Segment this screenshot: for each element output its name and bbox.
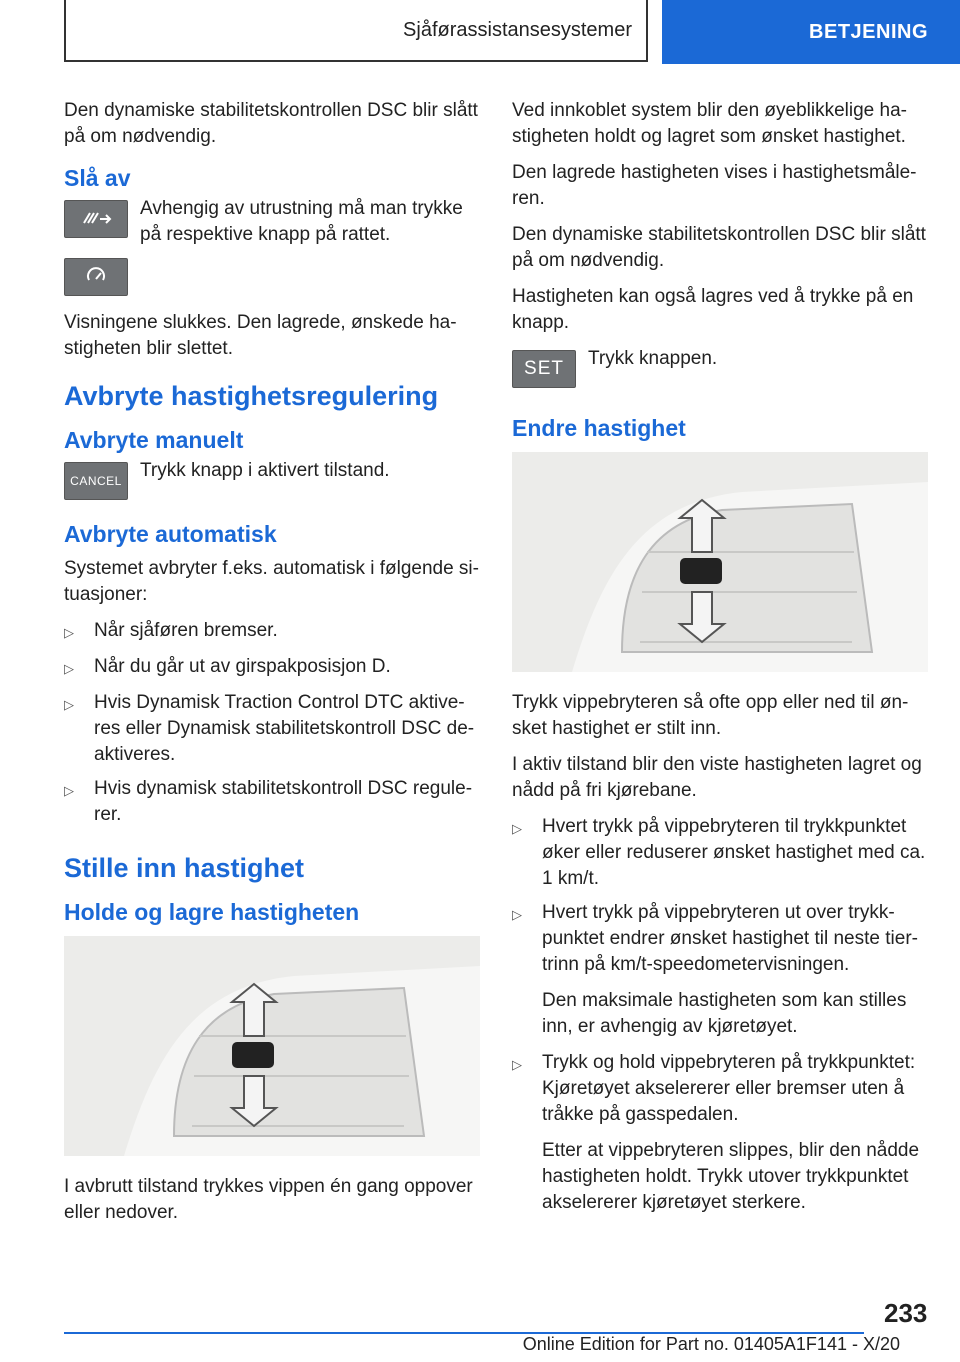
manual-cancel-text: Trykk knapp i aktivert tilstand.	[140, 460, 390, 481]
paragraph: Ved innkoblet system blir den øyeblikkelige ha-stigheten holdt og lagret som ønsket hastighet.	[512, 100, 907, 147]
triangle-bullet-icon: ▷	[512, 821, 522, 836]
heading-switch-off: Slå av	[64, 165, 131, 191]
paragraph: Den lagrede hastigheten vises i hastighetsmåle-ren.	[512, 162, 917, 209]
paragraph: Visningene slukkes. Den lagrede, ønskede ha-stigheten blir slettet.	[64, 312, 457, 359]
set-text: Trykk knappen.	[588, 348, 718, 369]
heading-cancel-cruise: Avbryte hastighetsregulering	[64, 381, 439, 411]
paragraph: Den dynamiske stabilitetskontrollen DSC blir slått på om nødvendig.	[512, 224, 926, 271]
paragraph: Trykk vippebryteren så ofte opp eller ned til øn-sket hastighet er stilt inn.	[512, 692, 909, 739]
list-item: ▷ Hvert trykk på vippebryteren ut over trykk-punktet endrer ønsket hastighet til neste tier-trinn på km/t-speedometervisningen.	[512, 900, 930, 978]
cancel-row	[64, 462, 482, 500]
steering-wheel-rocker-photo	[64, 936, 480, 1156]
set-button-icon	[512, 350, 576, 388]
list-subparagraph: Den maksimale hastigheten som kan stilles inn, er avhengig av kjøretøyet.	[542, 990, 907, 1037]
header-chapter-tab	[662, 0, 960, 64]
switch-off-row	[64, 200, 482, 248]
photo-caption: I avbrutt tilstand trykkes vippen én gang oppover eller nedover.	[64, 1176, 473, 1223]
cancel-label: CANCEL	[70, 474, 122, 488]
list-subparagraph: Etter at vippebryteren slippes, blir den nådde hastigheten holdt. Trykk utover trykkpunktet akselererer kjøretøyet sterkere.	[542, 1140, 920, 1213]
paragraph: I aktiv tilstand blir den viste hastigheten lagret og nådd på fri kjørebane.	[512, 754, 922, 801]
switch-off-text: Avhengig av utrustning må man trykke på respektive knapp på rattet.	[140, 198, 463, 245]
cancel-button-icon	[64, 462, 128, 500]
footer-edition: Online Edition for Part no. 01405A1F141 - X/20	[522, 1334, 900, 1354]
cruise-control-button-icon	[64, 200, 128, 238]
heading-hold-speed: Holde og lagre hastigheten	[64, 899, 360, 925]
paragraph: Systemet avbryter f.eks. automatisk i følgende si-tuasjoner:	[64, 558, 479, 605]
switch-off-row-2	[64, 258, 482, 296]
list-item: ▷ Når du går ut av girspakposisjon D.	[64, 654, 482, 682]
header-section-title	[64, 0, 648, 62]
triangle-bullet-icon: ▷	[64, 697, 74, 712]
list-item: ▷ Når sjåføren bremser.	[64, 618, 482, 646]
section-title: Sjåførassistansesystemer	[403, 18, 632, 41]
heading-set-speed: Stille inn hastighet	[64, 853, 305, 883]
steering-wheel-rocker-photo-2	[512, 452, 928, 672]
list-item: ▷ Hvis Dynamisk Traction Control DTC aktive-res eller Dynamisk stabilitetskontroll DSC de-aktiveres.	[64, 690, 482, 768]
speed-limiter-button-icon	[64, 258, 128, 296]
change-speed-list	[512, 814, 930, 978]
set-row	[512, 350, 930, 388]
left-column	[64, 98, 482, 1236]
triangle-bullet-icon: ▷	[64, 661, 74, 676]
change-speed-list-2	[512, 1050, 930, 1128]
right-column	[512, 98, 930, 1226]
auto-cancel-list	[64, 618, 482, 828]
paragraph: Hastigheten kan også lagres ved å trykke på en knapp.	[512, 286, 914, 333]
paragraph: Den dynamiske stabilitetskontrollen DSC blir slått på om nødvendig.	[64, 100, 478, 147]
list-item: ▷ Trykk og hold vippebryteren på trykkpunktet: Kjøretøyet akselererer eller bremser uten å tråkke på gasspedalen.	[512, 1050, 930, 1128]
list-item: ▷ Hvis dynamisk stabilitetskontroll DSC regule-rer.	[64, 776, 482, 828]
chapter-title: BETJENING	[809, 20, 928, 43]
page-number: 233	[884, 1298, 928, 1328]
triangle-bullet-icon: ▷	[512, 1057, 522, 1072]
heading-cancel-manual: Avbryte manuelt	[64, 427, 244, 453]
triangle-bullet-icon: ▷	[512, 907, 522, 922]
set-label: SET	[524, 358, 564, 379]
triangle-bullet-icon: ▷	[64, 783, 74, 798]
heading-cancel-auto: Avbryte automatisk	[64, 521, 277, 547]
list-item: ▷ Hvert trykk på vippebryteren til trykkpunktet øker eller reduserer ønsket hastighet med ca. 1 km/t.	[512, 814, 930, 892]
heading-change-speed: Endre hastighet	[512, 415, 686, 441]
triangle-bullet-icon: ▷	[64, 625, 74, 640]
